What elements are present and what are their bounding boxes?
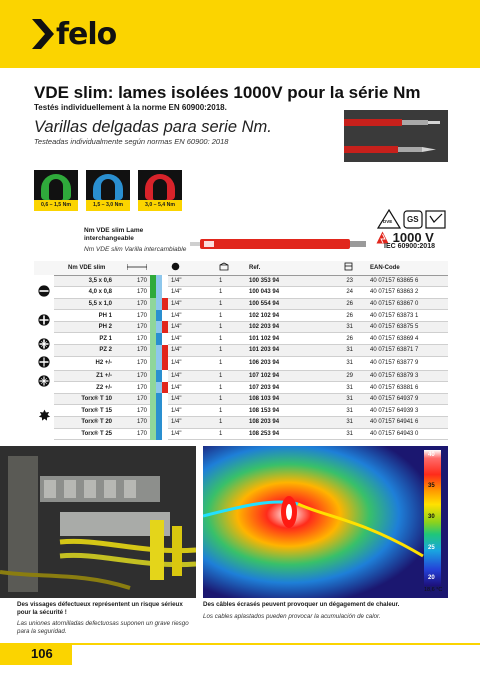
caption-right-fr: Des câbles écrasés peuvent provoquer un dégagement de chaleur. [203, 601, 400, 608]
hex-drive: 1/4" [168, 370, 216, 382]
gs-mark: GS [407, 215, 419, 224]
ean-code: 40 07157 63877 9 [356, 356, 448, 370]
min-temperature: 18,6 °C [424, 587, 443, 593]
table-row [34, 275, 448, 287]
tool-size: PH 2 [54, 321, 122, 333]
length: 170 [122, 382, 150, 394]
ean-code: 40 07157 64943 0 [356, 428, 448, 440]
scale-label: 35 [428, 483, 435, 489]
hex-drive: 1/4" [168, 275, 216, 287]
quantity: 1 [216, 356, 246, 370]
hex-drive: 1/4" [168, 428, 216, 440]
slotted-icon [34, 275, 54, 310]
tool-size: Torx® T 10 [54, 393, 122, 405]
ean-code: 40 07157 63863 2 [356, 287, 448, 299]
length: 170 [122, 393, 150, 405]
tool-size: H2 +/- [54, 356, 122, 370]
dve-mark: DVE [383, 219, 393, 224]
pack-weight: 31 [318, 382, 356, 394]
quantity: 1 [216, 405, 246, 417]
scale-label: 20 [428, 575, 435, 581]
pozidriv-icon [34, 333, 54, 356]
hex-drive: 1/4" [168, 287, 216, 299]
tool-size: PZ 1 [54, 333, 122, 345]
reference: 100 554 94 [246, 298, 318, 310]
hex-drive: 1/4" [168, 382, 216, 394]
torx-icon [34, 393, 54, 439]
pack-weight: 23 [318, 275, 356, 287]
tool-size: PZ 2 [54, 345, 122, 357]
table-row [34, 382, 448, 394]
length: 170 [122, 428, 150, 440]
quantity: 1 [216, 370, 246, 382]
ean-code: 40 07157 63879 3 [356, 370, 448, 382]
table-row [34, 356, 448, 370]
voltage-value: 1000 V [392, 230, 434, 245]
pack-weight: 24 [318, 287, 356, 299]
table-row [34, 321, 448, 333]
tool-size: PH 1 [54, 310, 122, 322]
quantity: 1 [216, 393, 246, 405]
table-row [34, 405, 448, 417]
hex-header-icon [168, 261, 216, 275]
table-row [34, 370, 448, 382]
plus-minus-ph-icon [34, 356, 54, 370]
ean-code: 40 07157 63871 7 [356, 345, 448, 357]
quantity: 1 [216, 417, 246, 429]
length: 170 [122, 298, 150, 310]
pack-weight: 31 [318, 417, 356, 429]
hex-drive: 1/4" [168, 310, 216, 322]
page-title-fr: VDE slim: lames isolées 1000V pour la série Nm [34, 83, 421, 102]
quantity: 1 [216, 345, 246, 357]
tool-size: 3,5 x 0,6 [54, 275, 122, 287]
pack-weight: 29 [318, 370, 356, 382]
table-row [34, 298, 448, 310]
quantity: 1 [216, 298, 246, 310]
pack-weight: 31 [318, 393, 356, 405]
pack-header-icon [318, 261, 356, 275]
table-row [34, 333, 448, 345]
header-name: Nm VDE slim [54, 261, 122, 275]
pack-weight: 26 [318, 310, 356, 322]
reference: 107 102 94 [246, 370, 318, 382]
product-name-fr: Nm VDE slim Lame interchangeable [84, 227, 144, 242]
tool-size: 4,0 x 0,8 [54, 287, 122, 299]
ean-code: 40 07157 63865 6 [356, 275, 448, 287]
caption-left-es: Las uniones atornilladas defectuosas suponen un grave riesgo para la seguridad. [17, 620, 189, 635]
page-subtitle-fr: Testés individuellement à la norme EN 60900:2018. [34, 103, 227, 112]
scale-label: 25 [428, 545, 435, 551]
swatch-label: 3,0 – 5,4 Nm [138, 200, 182, 211]
length: 170 [122, 310, 150, 322]
reference: 102 102 94 [246, 310, 318, 322]
qty-header-icon [216, 261, 246, 275]
pack-weight: 31 [318, 356, 356, 370]
table-row [34, 345, 448, 357]
scale-label: 30 [428, 514, 435, 520]
footer-line [0, 643, 480, 645]
hex-drive: 1/4" [168, 417, 216, 429]
quantity: 1 [216, 310, 246, 322]
pack-weight: 31 [318, 321, 356, 333]
caption-right-es: Los cables aplastados pueden provocar la acumulación de calor. [203, 613, 381, 620]
page-subtitle-es: Testeadas individualmente según normas EN 60900: 2018 [34, 137, 229, 146]
hex-drive: 1/4" [168, 405, 216, 417]
tool-size: Z2 +/- [54, 382, 122, 394]
tool-size: Torx® T 20 [54, 417, 122, 429]
iec-standard: IEC 60900:2018 [384, 243, 435, 250]
torque-color-swatches [34, 170, 182, 211]
reference: 108 103 94 [246, 393, 318, 405]
table-header [34, 261, 448, 275]
ean-code: 40 07157 64941 6 [356, 417, 448, 429]
length: 170 [122, 405, 150, 417]
hex-drive: 1/4" [168, 356, 216, 370]
quantity: 1 [216, 287, 246, 299]
page-number: 106 [31, 646, 53, 661]
ean-code: 40 07157 63867 0 [356, 298, 448, 310]
length: 170 [122, 370, 150, 382]
blade-tips-photo [344, 110, 448, 162]
quantity: 1 [216, 428, 246, 440]
tool-size: Torx® T 25 [54, 428, 122, 440]
quantity: 1 [216, 382, 246, 394]
phillips-icon [34, 310, 54, 333]
pack-weight: 26 [318, 333, 356, 345]
length: 170 [122, 275, 150, 287]
ean-code: 40 07157 64939 3 [356, 405, 448, 417]
table-row [34, 428, 448, 440]
ean-code: 40 07157 64937 9 [356, 393, 448, 405]
reference: 108 153 94 [246, 405, 318, 417]
hex-drive: 1/4" [168, 393, 216, 405]
ean-code: 40 07157 63875 5 [356, 321, 448, 333]
tool-size: Torx® T 15 [54, 405, 122, 417]
swatch-red [138, 170, 182, 211]
reference: 100 043 94 [246, 287, 318, 299]
thermal-image [203, 446, 448, 598]
quantity: 1 [216, 333, 246, 345]
reference: 108 253 94 [246, 428, 318, 440]
interchangeable-blade-image [190, 236, 366, 252]
length: 170 [122, 417, 150, 429]
length: 170 [122, 287, 150, 299]
length: 170 [122, 321, 150, 333]
brand-name: felo [56, 16, 117, 52]
table-row [34, 393, 448, 405]
felo-logo [32, 14, 116, 54]
reference: 100 353 94 [246, 275, 318, 287]
reference: 107 203 94 [246, 382, 318, 394]
tool-size: Z1 +/- [54, 370, 122, 382]
hex-drive: 1/4" [168, 333, 216, 345]
hex-drive: 1/4" [168, 298, 216, 310]
scale-label: 40 [428, 452, 435, 458]
header-ref: Ref. [246, 261, 318, 275]
swatch-label: 1,5 – 3,0 Nm [86, 200, 130, 211]
ean-code: 40 07157 63869 4 [356, 333, 448, 345]
plus-minus-pz-icon [34, 370, 54, 393]
tool-size: 5,5 x 1,0 [54, 298, 122, 310]
reference: 108 203 94 [246, 417, 318, 429]
table-row [34, 310, 448, 322]
reference: 101 203 94 [246, 345, 318, 357]
pack-weight: 26 [318, 298, 356, 310]
hex-drive: 1/4" [168, 345, 216, 357]
terminal-block-photo [0, 446, 196, 598]
length: 170 [122, 333, 150, 345]
header-ean: EAN-Code [356, 261, 448, 275]
product-name-es: Nm VDE slim Varilla intercambiable [84, 246, 187, 253]
ean-code: 40 07157 63873 1 [356, 310, 448, 322]
page-title-es: Varillas delgadas para serie Nm. [34, 118, 272, 136]
table-row [34, 287, 448, 299]
quantity: 1 [216, 275, 246, 287]
pack-weight: 31 [318, 428, 356, 440]
pack-weight: 31 [318, 405, 356, 417]
pack-weight: 31 [318, 345, 356, 357]
chevron-logo-icon [32, 19, 54, 49]
quantity: 1 [216, 321, 246, 333]
table-row [34, 417, 448, 429]
length-header-icon [122, 261, 150, 275]
reference: 101 102 94 [246, 333, 318, 345]
length: 170 [122, 356, 150, 370]
swatch-label: 0,6 – 1,5 Nm [34, 200, 78, 211]
hex-drive: 1/4" [168, 321, 216, 333]
brand-header [0, 0, 480, 68]
reference: 106 203 94 [246, 356, 318, 370]
reference: 102 203 94 [246, 321, 318, 333]
caption-left-fr: Des vissages défectueux représentent un risque sérieux pour la sécurité ! [17, 601, 183, 616]
swatch-blue [86, 170, 130, 211]
ean-code: 40 07157 63881 6 [356, 382, 448, 394]
spec-table [34, 261, 448, 440]
length: 170 [122, 345, 150, 357]
swatch-green [34, 170, 78, 211]
